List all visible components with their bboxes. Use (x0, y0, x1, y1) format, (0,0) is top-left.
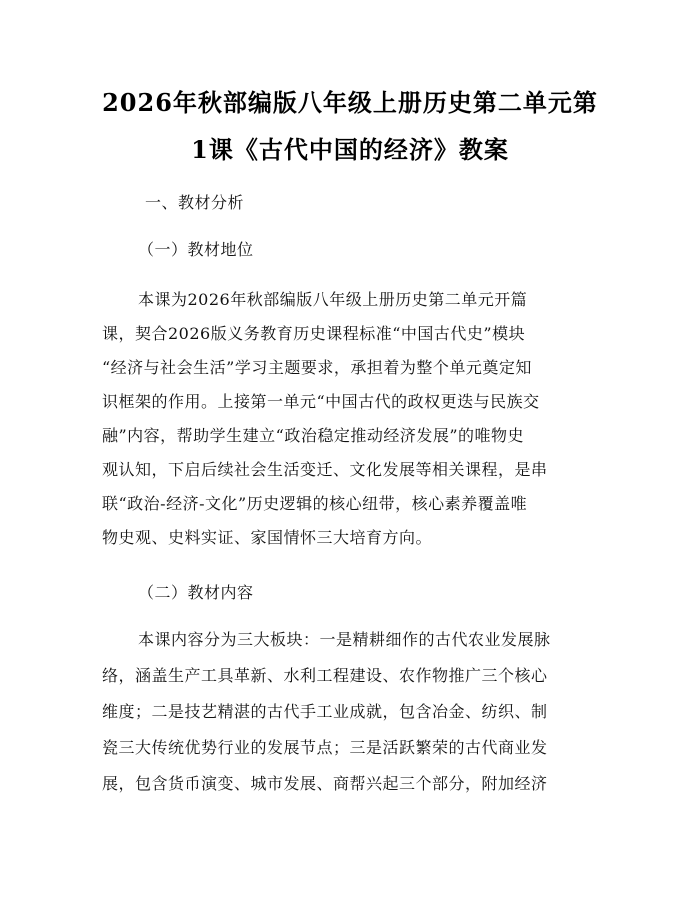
document-title-line-1: 2026年秋部编版八年级上册历史第二单元第 (102, 88, 598, 117)
paragraph-line: “经济与社会生活”学习主题要求，承担着为整个单元奠定知 (102, 358, 532, 377)
paragraph-line: 课，契合2026版义务教育历史课程标准“中国古代史”模块 (102, 324, 526, 343)
paragraph-line: 融”内容，帮助学生建立“政治稳定推动经济发展”的唯物史 (102, 426, 525, 445)
paragraph-line: 络，涵盖生产工具革新、水利工程建设、农作物推广三个核心 (102, 666, 548, 685)
paragraph-line: 本课内容分为三大板块：一是精耕细作的古代农业发展脉 (138, 630, 551, 649)
paragraph-line: 本课为2026年秋部编版八年级上册历史第二单元开篇 (138, 290, 528, 309)
paragraph-line: 观认知，下启后续社会生活变迁、文化发展等相关课程，是串 (102, 460, 548, 479)
document-title-line-2: 1课《古代中国的经济》教案 (191, 135, 509, 164)
paragraph-line: 维度；二是技艺精湛的古代手工业成就，包含冶金、纺织、制 (102, 702, 548, 721)
subsection-heading-textbook-content: （二）教材内容 (138, 583, 254, 602)
subsection-heading-textbook-position: （一）教材地位 (138, 240, 254, 259)
paragraph-line: 联“政治-经济-文化”历史逻辑的核心纽带，核心素养覆盖唯 (102, 494, 528, 513)
paragraph-line: 瓷三大传统优势行业的发展节点；三是活跃繁荣的古代商业发 (102, 738, 548, 757)
paragraph-line: 物史观、史料实证、家国情怀三大培育方向。 (102, 528, 433, 547)
section-heading-textbook-analysis: 一、教材分析 (145, 193, 245, 212)
paragraph-line: 识框架的作用。上接第一单元“中国古代的政权更迭与民族交 (102, 392, 540, 411)
paragraph-line: 展，包含货币演变、城市发展、商帮兴起三个部分，附加经济 (102, 774, 548, 793)
